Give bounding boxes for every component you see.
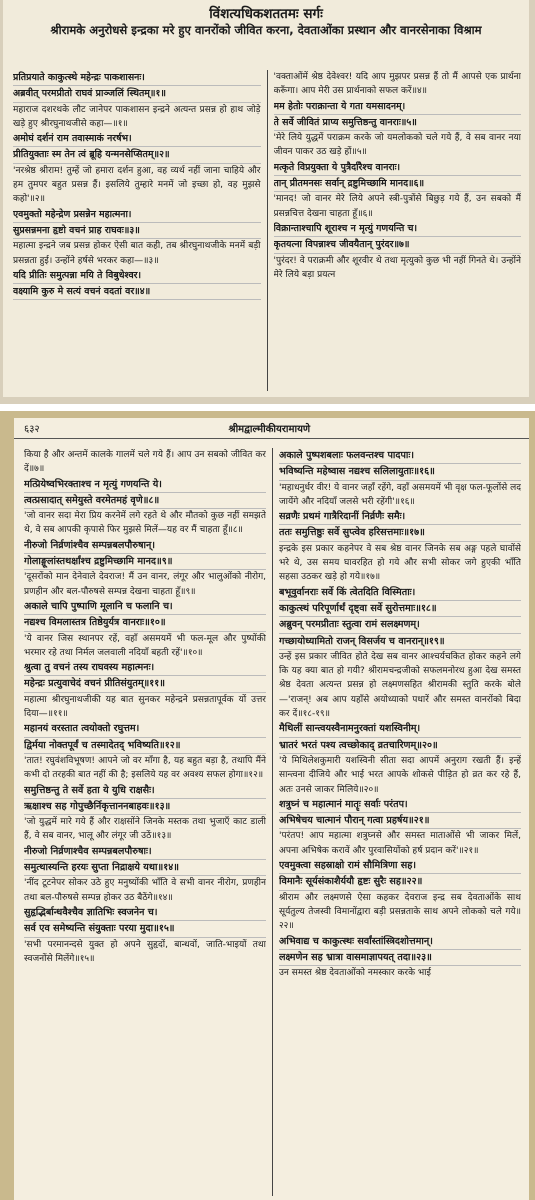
hindi-translation: महात्मा श्रीरघुनाथजीकी यह बात सुनकर महेन्द्रने प्रसन्नतापूर्वक यों उत्तर दिया—॥११॥ — [24, 694, 266, 720]
sanskrit-verse-line: बभूवुर्वानराः सर्वे किं त्वेतदिति विस्मिताः। — [279, 585, 521, 601]
sanskrit-verse-line: भविष्यन्ति महेष्वास नद्यश्च सलिलायुताः॥१६॥ — [279, 464, 521, 480]
hindi-translation: 'दूसरोंको मान देनेवाले देवराज! मैं उन वानर, लंगूर और भालुओंको नीरोग, प्रणहीन और बल-पौरुषसे सम्पन्न देखना चाहता हूँ॥९॥ — [24, 572, 266, 597]
sanskrit-verse-line: ऋक्षाश्च सह गोपुच्छैर्निकृत्ताननबाहवः॥१३॥ — [24, 799, 266, 815]
sanskrit-verse-line: श्रुत्वा तु वचनं तस्य राघवस्य महात्मनः। — [24, 660, 266, 676]
sanskrit-verse-line: सव्रणैः प्रथमं गात्रैरिदानीं निर्व्रणैः समैः। — [279, 509, 521, 525]
sanskrit-verse-line: ततः समुत्तिष्ठुः सर्वे सुप्त्वेव हरिसत्तमाः॥१७॥ — [279, 525, 521, 541]
sanskrit-verse-line: समुत्थास्यन्ति हरयः सुप्ता निद्राक्षये यथा॥१४॥ — [24, 860, 266, 876]
top-left-column — [13, 70, 261, 391]
sanskrit-verse-line: मत्कृते विप्रयुक्ता ये पुत्रैर्दारैश्च वानराः। — [274, 160, 522, 176]
bottom-left-column — [24, 448, 266, 1196]
hindi-translation: इन्द्रके इस प्रकार कहनेपर वे सब श्रेष्ठ वानर जिनके सब अङ्ग पहले घावोंसे भरे थे, उस समय घावरहित हो गये और सभी सोकर जगे हुएकी भाँति सहसा उठकर खड़े हो गये॥१७॥ — [279, 543, 521, 583]
sanskrit-verse-line: अब्रुवन् परमप्रीताः स्तुत्वा रामं सलक्ष्मणम्। — [279, 617, 521, 633]
bottom-right-column — [279, 448, 521, 1196]
sanskrit-verse-line: प्रीतियुक्ताः स्म तेन त्वं ब्रूहि यन्मनसेप्सितम्॥२॥ — [13, 147, 261, 163]
sanskrit-verse-line: नीरुजो निर्व्रणांश्चैव सम्पन्नबलपौरुषान्। — [24, 538, 266, 554]
sanskrit-verse-line: विमानैः सूर्यसंकाशैर्ययौ हृष्टः सुरैः सह॥२२॥ — [279, 874, 521, 890]
hindi-translation: 'तात! रघुवंशविभूषण! आपने जो वर माँगा है, यह बहुत बड़ा है, तथापि मैंने कभी दो तरहकी बात नहीं की है; इसलिये यह वर अवश्य सफल होगा॥१२॥ — [24, 755, 266, 781]
sanskrit-verse-line: समुत्तिष्ठन्तु ते सर्वे हता ये युधि राक्षसैः। — [24, 783, 266, 799]
running-header — [14, 418, 529, 439]
bottom-columns — [24, 448, 521, 1196]
running-title: श्रीमद्वाल्मीकीयरामायणे — [228, 424, 311, 435]
sarga-title: विंशत्यधिकशततमः सर्गः — [209, 6, 323, 22]
sanskrit-verse-line: अमोघं दर्शनं राम तवास्माकं नरर्षभ। — [13, 131, 261, 147]
top-book-page — [3, 0, 529, 397]
hindi-translation: महाराज दशरथके लौट जानेपर पाकशासन इन्द्रने अत्यन्त प्रसन्न हो हाथ जोड़े खड़े हुए श्रीरघुनाथजीसे कहा—॥१॥ — [13, 104, 261, 129]
bottom-book-page — [14, 418, 529, 1200]
hindi-translation: 'जो वानर सदा मेरा प्रिय करनेमें लगे रहते थे और मौतको कुछ नहीं समझते थे, वे सब आपकी कृपासे फिर मुझसे मिलें—यह वर मैं चाहता हूँ॥८॥ — [24, 511, 266, 536]
sanskrit-verse-line: लक्ष्मणेन सह भ्रात्रा वासमाज्ञापयत् तदा॥२३॥ — [279, 950, 521, 966]
hindi-translation: 'ये वानर जिस स्थानपर रहें, वहाँ असमयमें भी फल-मूल और पुष्पोंकी भरमार रहे तथा निर्मल जलवाली नदियाँ बहती रहें'॥१०॥ — [24, 633, 266, 658]
hindi-translation: 'सभी परमानन्दसे युक्त हो अपने सुहृदों, बान्धवों, जाति-भाइयों तथा स्वजनोंसे मिलेंगे॥१५॥ — [24, 939, 266, 964]
sanskrit-verse-line: तान् प्रीतमनसः सर्वान् द्रष्टुमिच्छामि मानद॥६॥ — [274, 176, 522, 192]
hindi-translation: महात्मा इन्द्रने जब प्रसन्न होकर ऐसी बात कही, तब श्रीरघुनाथजीके मनमें बड़ी प्रसन्नता हुई। उन्होंने हर्षसे भरकर कहा—॥३॥ — [13, 241, 261, 266]
sanskrit-verse-line: मत्प्रियेष्वभिरक्ताश्च न मृत्युं गणयन्ति ये। — [24, 477, 266, 493]
sanskrit-verse-line: त्वत्प्रसादात् समेयुस्ते वरमेतमहं वृणे॥८॥ — [24, 493, 266, 509]
sanskrit-verse-line: कृतयत्ना विपन्नाश्च जीवयैतान् पुरंदर॥७॥ — [274, 237, 522, 253]
hindi-translation: किया है और अन्तमें कालके गालमें चले गये हैं। आप उन सबको जीवित कर दें॥७॥ — [24, 450, 266, 475]
sanskrit-verse-line: महानयं वरस्तात त्वयोक्तो रघुत्तम। — [24, 721, 266, 737]
sarga-subtitle: श्रीरामके अनुरोधसे इन्द्रका मरे हुए वानरोंको जीवित करना, देवताओंका प्रस्थान और वानरसेनाका विश्राम — [50, 23, 482, 37]
hindi-translation: 'पुरंदर! वे पराक्रमी और शूरवीर थे तथा मृत्युको कुछ भी नहीं गिनते थे। उन्होंने मेरे लिये बड़ा प्रयत्न — [273, 255, 521, 280]
hindi-translation: 'नरश्रेष्ठ श्रीराम! तुम्हें जो हमारा दर्शन हुआ, वह व्यर्थ नहीं जाना चाहिये और हम तुमपर बहुत प्रसन्न हैं। इसलिये तुम्हारे मनमें जो इच्छा हो, वह मुझसे कहो'॥२॥ — [13, 165, 261, 205]
sanskrit-verse-line: ते सर्वे जीवितं प्राप्य समुत्तिष्ठन्तु वानराः॥५॥ — [274, 115, 522, 131]
sanskrit-verse-line: प्रतिप्रयाते काकुत्स्थे महेन्द्रः पाकशासनः। — [13, 70, 261, 86]
sanskrit-verse-line: सुहृद्भिर्बान्धवैश्चैव ज्ञातिभिः स्वजनेन च। — [24, 905, 266, 921]
sanskrit-verse-line: मैथिलीं सान्त्वयस्वैनामनुरक्तां यशस्विनीम्। — [279, 721, 521, 737]
sanskrit-verse-line: अभिषेचय चात्मानं पौरान् गत्वा प्रहर्षय॥२१॥ — [279, 813, 521, 829]
sanskrit-verse-line: एवमुक्तो महेन्द्रेण प्रसन्नेन महात्मना। — [13, 207, 261, 223]
top-columns — [13, 70, 521, 391]
sanskrit-verse-line: अब्रवीत् परमप्रीतो राघवं प्राञ्जलिं स्थितम्॥१॥ — [13, 86, 261, 102]
sanskrit-verse-line: द्विर्मया नोक्तपूर्वं च तस्मादेतद् भविष्यति॥१२॥ — [24, 738, 266, 754]
top-page-photo — [0, 0, 535, 404]
sanskrit-verse-line: यदि प्रीतिः समुत्पन्ना मयि ते विबुधेश्वर। — [13, 268, 261, 284]
sanskrit-verse-line: वक्ष्यामि कुरु मे सत्यं वचनं वदतां वर॥४॥ — [13, 284, 261, 300]
hindi-translation: 'महाधनुर्धर वीर! ये वानर जहाँ रहेंगे, वहाँ असमयमें भी वृक्ष फल-फूलोंसे लद जायेंगे और नदियाँ जलसे भरी रहेंगी'॥१६॥ — [279, 482, 521, 507]
page-number: ६३२ — [24, 424, 40, 435]
sanskrit-verse-line: काकुत्स्थं परिपूर्णार्थं दृष्ट्वा सर्वे सुरोत्तमाः॥१८॥ — [279, 601, 521, 617]
hindi-translation: उन्हें इस प्रकार जीवित होते देख सब वानर आश्चर्यचकित होकर कहने लगे कि यह क्या बात हो गयी? श्रीरामचन्द्रजीको सफलमनोरथ हुआ देख समस्त श्रेष्ठ देवता अत्यन्त प्रसन्न हो लक्ष्मणसहित श्रीरामकी स्तुति करके बोले—'राजन्! अब आप यहाँसे अयोध्याको पधारें और समस्त वानरोंको बिदा कर दें॥१८-१९॥ — [279, 651, 521, 720]
sanskrit-verse-line: अकाले चापि पुष्पाणि मूलानि च फलानि च। — [24, 599, 266, 615]
sanskrit-verse-line: गोलाङ्गूलांस्तथर्क्षांश्च द्रष्टुमिच्छामि मानद॥९॥ — [24, 554, 266, 570]
sanskrit-verse-line: महेन्द्रः प्रत्युवाचेदं वचनं प्रीतिसंयुतम्॥११॥ — [24, 676, 266, 692]
bottom-page-photo — [0, 411, 535, 1200]
hindi-translation: 'जो युद्धमें मारे गये हैं और राक्षसोंने जिनके मस्तक तथा भुजाएँ काट डाली हैं, वे सब वानर, भालू और लंगूर जी उठें॥१३॥ — [24, 817, 266, 842]
hindi-translation: 'ये मिथिलेशकुमारी यशस्विनी सीता सदा आपमें अनुराग रखती हैं। इन्हें सान्त्वना दीजिये और भाई भरत आपके शोकसे पीड़ित हो व्रत कर रहे हैं, अतः उनसे जाकर मिलिये॥२०॥ — [279, 755, 521, 795]
hindi-translation: श्रीराम और लक्ष्मणसे ऐसा कहकर देवराज इन्द्र सब देवताओंके साथ सूर्यतुल्य तेजस्वी विमानोंद्वारा बड़ी प्रसन्नताके साथ अपने लोकको चले गये॥२२॥ — [279, 892, 521, 932]
sanskrit-verse-line: गच्छायोध्यामितो राजन् विसर्जय च वानरान्॥१९॥ — [279, 634, 521, 650]
sanskrit-verse-line: नद्यश्च विमलास्तत्र तिष्ठेयुर्यत्र वानराः॥१०॥ — [24, 615, 266, 631]
sanskrit-verse-line: भ्रातरं भरतं पश्य त्वच्छोकाद् व्रतचारिणम्॥२०॥ — [279, 738, 521, 754]
sanskrit-verse-line: मम हेतोः पराक्रान्ता ये गता यमसादनम्। — [274, 99, 522, 115]
hindi-translation: 'मेरे लिये युद्धमें पराक्रम करके जो यमलोकको चले गये हैं, वे सब वानर नया जीवन पाकर उठ खड़े हों॥५॥ — [273, 133, 521, 158]
column-divider — [272, 448, 273, 1196]
sanskrit-verse-line: एवमुक्त्वा सहस्राक्षो रामं सौमित्रिणा सह। — [279, 858, 521, 874]
hindi-translation: 'वक्ताओंमें श्रेष्ठ देवेश्वर! यदि आप मुझपर प्रसन्न हैं तो मैं आपसे एक प्रार्थना करूँगा। आप मेरी उस प्रार्थनाको सफल करें॥४॥ — [273, 72, 521, 97]
hindi-translation: 'मानद! जो वानर मेरे लिये अपने स्त्री-पुत्रोंसे बिछुड़ गये हैं, उन सबको मैं प्रसन्नचित्त देखना चाहता हूँ॥६॥ — [273, 194, 521, 219]
hindi-translation: उन समस्त श्रेष्ठ देवताओंको नमस्कार करके भाई — [279, 968, 431, 979]
column-divider — [267, 70, 268, 391]
sanskrit-verse-line: सुप्रसन्नमना हृष्टो वचनं प्राह राघवः॥३॥ — [13, 223, 261, 239]
sanskrit-verse-line: नीरुजो निर्व्रणाश्चैव सम्पन्नबलपौरुषाः। — [24, 844, 266, 860]
hindi-translation: 'परंतप! आप महात्मा शत्रुघ्नसे और समस्त माताओंसे भी जाकर मिलें, अपना अभिषेक करावें और पुरवासियोंको हर्ष प्रदान करें'॥२१॥ — [279, 831, 521, 856]
sanskrit-verse-line: विक्रान्ताश्चापि शूराश्च न मृत्युं गणयन्ति च। — [274, 221, 522, 237]
hindi-translation: 'नींद टूटनेपर सोकर उठे हुए मनुष्योंकी भाँति वे सभी वानर नीरोग, प्रणहीन तथा बल-पौरुषसे सम्पन्न होकर उठ बैठेंगे॥१४॥ — [24, 878, 266, 903]
sanskrit-verse-line: सर्व एव समेष्यन्ति संयुक्ताः परया मुदा॥१५॥ — [24, 921, 266, 937]
top-right-column — [274, 70, 522, 391]
sanskrit-verse-line: शत्रुघ्नं च महात्मानं मातॄः सर्वाः परंतप। — [279, 797, 521, 813]
sanskrit-verse-line: अभिवाद्य च काकुत्स्थः सर्वांस्तांस्त्रिदशोत्तमान्। — [279, 934, 521, 950]
sanskrit-verse-line: अकाले पुष्पशबलाः फलवन्तश्च पादपाः। — [279, 448, 521, 464]
